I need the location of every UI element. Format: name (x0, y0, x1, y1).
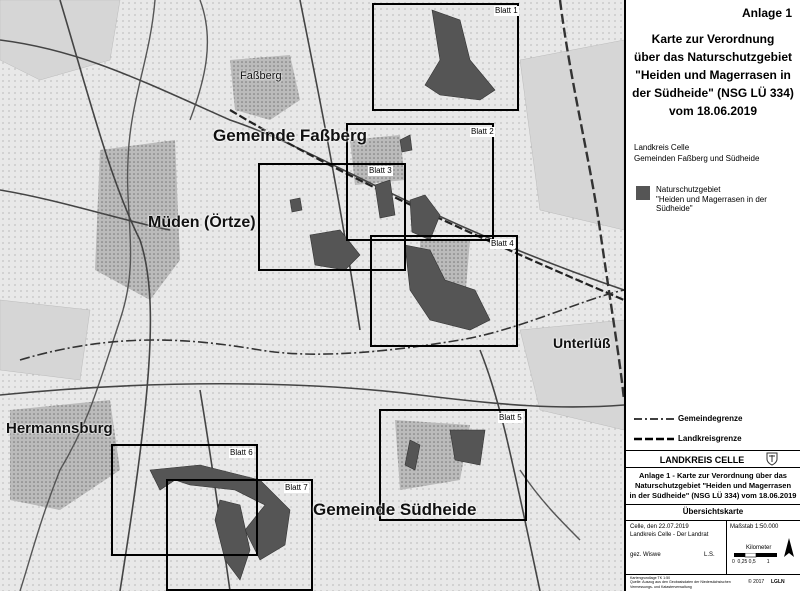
coat-of-arms-icon (766, 452, 778, 466)
sheet-label-7: Blatt 7 (285, 483, 308, 492)
scale-text: Maßstab 1:50.000 (730, 524, 779, 530)
authority-line1: Landkreis Celle (634, 143, 690, 152)
agency-name: LANDKREIS CELLE (659, 455, 745, 465)
data-source: Kartengrundlage TK 1:50 Quelle: Auszug aus den Geobasisdaten der Niedersächsischen Vermessungs- und Katasterverwaltung (630, 576, 731, 589)
authority-line2: Gemeinden Faßberg und Südheide (634, 154, 760, 163)
sheet-label-2: Blatt 2 (471, 127, 494, 136)
place-label-mueden: Müden (Örtze) (148, 214, 256, 231)
titleblock-divider-5 (626, 574, 800, 575)
north-arrow-icon (782, 537, 796, 561)
titleblock-divider-4 (626, 520, 800, 521)
signature: gez. Wiswe (630, 552, 661, 558)
sheet-label-5: Blatt 5 (499, 413, 522, 422)
landkreisgrenze-symbol (634, 435, 674, 443)
map-title: Karte zur Verordnung über das Naturschutzgebiet "Heiden und Magerrasen in der Südheide" (NSG LÜ 334) vom 18.06.2019 (632, 32, 794, 118)
sheet-label-4: Blatt 4 (491, 239, 514, 248)
office: Landkreis Celle - Der Landrat (630, 532, 709, 538)
sheet-label-3: Blatt 3 (369, 166, 392, 175)
map-legend-panel (624, 0, 800, 591)
place-label-fassberg-gemeinde: Gemeinde Faßberg (213, 126, 367, 145)
annex-label: Anlage 1 (741, 6, 792, 20)
lgln-logo: LGLN (771, 579, 785, 585)
scale-bar-unit: Kilometer (746, 545, 772, 551)
scale-bar (734, 553, 778, 558)
titleblock-divider-top (626, 450, 800, 451)
landkreisgrenze-label: Landkreisgrenze (678, 434, 742, 443)
titleblock-description: Anlage 1 - Karte zur Verordnung über das Naturschutzgebiet "Heiden und Magerrasen in der Südheide" (NSG LÜ 334) vom 18.06.2019 (629, 471, 797, 500)
nsg-legend-label-1: Naturschutzgebiet (656, 185, 721, 194)
sheet-label-1: Blatt 1 (495, 6, 518, 15)
place-label-fassberg: Faßberg (240, 70, 282, 82)
gemeindegrenze-symbol (634, 415, 674, 423)
place-label-unterluess: Unterlüß (553, 335, 611, 351)
copyright: © 2017 (748, 579, 765, 585)
titleblock-divider-3 (626, 504, 800, 505)
place-label-hermannsburg: Hermannsburg (6, 420, 113, 437)
map-type: Übersichtskarte (682, 507, 744, 516)
nsg-legend-label-2: "Heiden und Magerrasen in der Südheide" (656, 195, 767, 213)
nsg-legend-swatch (636, 186, 650, 200)
titleblock-divider-vertical (726, 520, 727, 574)
place-label-suedheide: Gemeinde Südheide (313, 500, 477, 519)
seal: L.S. (704, 552, 715, 558)
place-date: Celle, den 22.07.2019 (630, 524, 689, 530)
gemeindegrenze-label: Gemeindegrenze (678, 414, 743, 423)
titleblock-divider-2 (626, 467, 800, 468)
sheet-label-6: Blatt 6 (230, 448, 253, 457)
scale-bar-ticks: 0 0,25 0,5 1 (732, 559, 770, 565)
